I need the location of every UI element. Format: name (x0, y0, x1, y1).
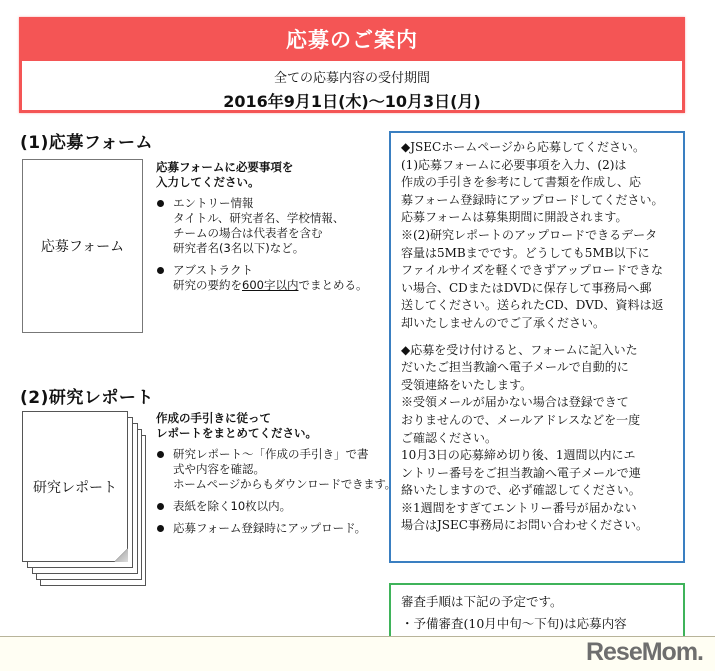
acceptance-period-dates: 2016年9月1日(木)〜10月3日(月) (223, 92, 481, 111)
lead-line: レポートをまとめてください。 (156, 426, 317, 440)
acceptance-period-label: 全ての応募内容の受付期間 (273, 71, 430, 86)
resemom-logo: ReseMom. (585, 638, 703, 666)
bullet-line: チームの場合は代表者を含む (173, 226, 323, 240)
info-line: ファイルサイズを軽くできずアップロードできな (401, 263, 663, 278)
section-heading-research-report: (2)研究レポート (20, 388, 154, 408)
bullet-line: 研究者名(3名以下)など。 (173, 241, 305, 255)
bullet-line: 表紙を除く10枚以内。 (173, 499, 292, 513)
info-line: ◆JSECホームページから応募してください。 (401, 140, 645, 154)
receipt-notification-block (401, 342, 675, 536)
info-line: ※(2)研究レポートのアップロードできるデータ (401, 227, 658, 242)
application-form-description (156, 160, 381, 300)
info-line: 容量は5MBまでです。どうしても5MB以下に (401, 245, 650, 260)
research-report-stack-illustration (22, 411, 152, 586)
bullet-title: アブストラクト (173, 263, 254, 277)
bullet-line: 式や内容を確認。 (173, 462, 265, 476)
bullet-entry-info (156, 196, 381, 256)
review-preliminary-line: ・予備審査(10月中旬〜下旬)は応募内容 (401, 616, 627, 631)
info-line: 作成の手引きを参考にして書類を作成し、応 (401, 175, 642, 190)
info-line: 却いたしませんのでご了承ください。 (401, 315, 606, 330)
info-line: ※受領メールが届かない場合は登録できて (401, 395, 629, 410)
bullet-guideline (156, 447, 396, 492)
research-report-front-page (22, 411, 128, 562)
review-intro: 審査手順は下記の予定です。 (401, 594, 563, 609)
info-line: ご確認ください。 (401, 430, 498, 445)
lead-line: 作成の手引きに従って (156, 411, 271, 425)
info-line: 受領連絡をいたします。 (401, 377, 533, 392)
application-form-illustration (22, 159, 143, 333)
apply-instructions-block (401, 139, 675, 333)
application-form-box-label: 応募フォーム (40, 239, 125, 255)
info-line: だいたご担当教諭へ電子メールで自動的に (401, 360, 629, 375)
section-heading-application-form: (1)応募フォーム (20, 133, 154, 153)
word-limit: 600字以内 (242, 278, 299, 292)
page-title: 応募のご案内 (22, 20, 682, 61)
bullet-line: 応募フォーム登録時にアップロード。 (173, 521, 367, 535)
lead-line: 応募フォームに必要事項を (156, 160, 294, 174)
info-line: ◆応募を受け付けると、フォームに記入いた (401, 342, 638, 357)
lead-line: 入力してください。 (156, 175, 260, 189)
info-line: ※1週間をすぎてエントリー番号が届かない (401, 500, 637, 515)
bullet-line (173, 278, 381, 293)
info-line: おりませんので、メールアドレスなどを一度 (401, 412, 641, 427)
research-report-lead (156, 411, 391, 441)
info-line: い場合、CDまたはDVDに保存して事務局へ郵 (401, 280, 652, 295)
bullet-upload (156, 521, 391, 536)
info-line: ントリー番号をご担当教諭へ電子メールで連 (401, 465, 641, 480)
info-line: (1)応募フォームに必要事項を入力、(2)は (401, 157, 627, 172)
page-curl-icon (114, 548, 128, 562)
info-line: 募フォーム登録時にアップロードしてください。 (401, 192, 664, 207)
bullet-title: エントリー情報 (173, 196, 254, 210)
bullet-page-limit (156, 499, 391, 514)
bullet-abstract (156, 263, 381, 293)
info-line: 応募フォームは募集期間に開設されます。 (401, 210, 628, 225)
research-report-description (156, 411, 396, 543)
info-line: 10月3日の応募締め切り後、1週間以内にエ (401, 448, 636, 463)
research-report-box-label: 研究レポート (33, 479, 117, 496)
bullet-line: タイトル、研究者名、学校情報、 (173, 211, 345, 225)
bullet-line: ホームページからもダウンロードできます。 (173, 477, 396, 491)
how-to-apply-info-box (389, 131, 685, 563)
info-line: 絡いたしますので、必ず確認してください。 (401, 483, 641, 498)
info-line: 場合はJSEC事務局にお問い合わせください。 (401, 518, 648, 533)
bullet-line: 研究レポート〜「作成の手引き」で書 (173, 447, 369, 461)
text: 研究の要約を (173, 278, 242, 292)
info-line: 送してください。送られたCD、DVD、資料は返 (401, 298, 664, 313)
application-info-header (19, 17, 685, 113)
text: でまとめる。 (298, 278, 368, 292)
application-form-lead (156, 160, 381, 190)
